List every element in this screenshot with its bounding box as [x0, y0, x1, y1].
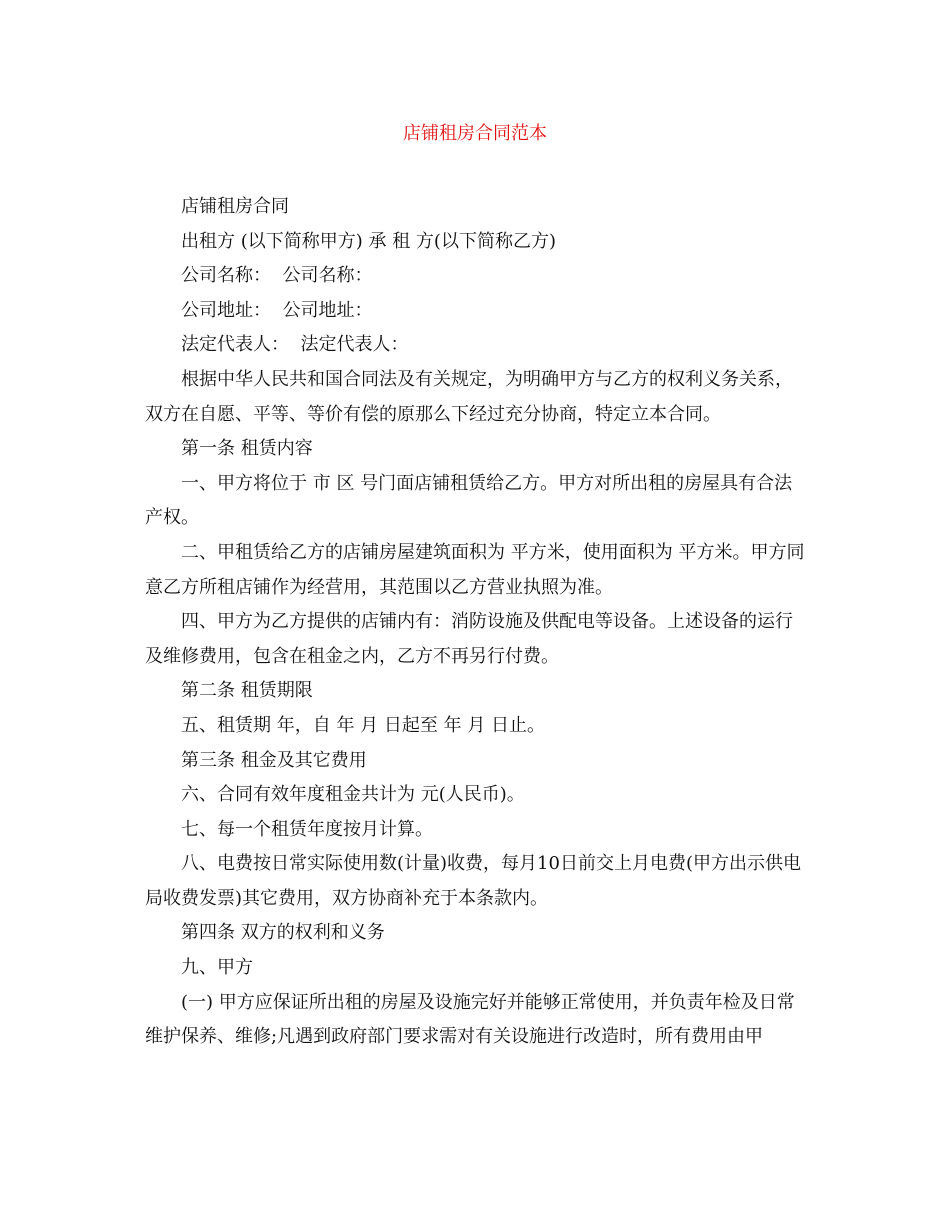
- document-body: [145, 190, 805, 1055]
- paragraph-company-address: 公司地址： 公司地址：: [181, 299, 373, 321]
- paragraph-clause-7: 七、每一个租赁年度按月计算。: [181, 818, 433, 840]
- paragraph-legal-representative: 法定代表人： 法定代表人：: [181, 334, 409, 356]
- paragraph-clause-4: 四、甲方为乙方提供的店铺内有：消防设施及供配电等设备。上述设备的运行及维修费用，包含在租金之内，乙方不再另行付费。: [145, 611, 793, 667]
- paragraph-article-3: 第三条 租金及其它费用: [181, 749, 367, 771]
- paragraph-clause-1: 一、甲方将位于 市 区 号门面店铺租赁给乙方。甲方对所出租的房屋具有合法产权。: [145, 472, 793, 529]
- paragraph-article-2: 第二条 租赁期限: [181, 680, 313, 702]
- paragraph-clause-9-1: (一) 甲方应保证所出租的房屋及设施完好并能够正常使用，并负责年检及日常维护保养、维修;凡遇到政府部门要求需对有关设施进行改造时，所有费用由甲: [145, 991, 795, 1048]
- paragraph-clause-5: 五、租赁期 年，自 年 月 日起至 年 月 日止。: [181, 714, 546, 736]
- paragraph-company-name: 公司名称： 公司名称：: [181, 265, 373, 287]
- document-title: 店铺租房合同范本: [403, 123, 547, 144]
- paragraph-article-1: 第一条 租赁内容: [181, 438, 313, 460]
- paragraph-clause-9: 九、甲方: [181, 957, 253, 979]
- paragraph-preamble: 根据中华人民共和国合同法及有关规定，为明确甲方与乙方的权利义务关系，双方在自愿、平等、等价有偿的原那么下经过充分协商，特定立本合同。: [145, 368, 793, 425]
- paragraph-clause-8: 八、电费按日常实际使用数(计量)收费，每月10日前交上月电费(甲方出示供电局收费发票)其它费用，双方协商补充于本条款内。: [145, 853, 801, 909]
- paragraph-parties: 出租方 (以下简称甲方) 承 租 方(以下简称乙方): [181, 230, 556, 252]
- paragraph-heading: 店铺租房合同: [181, 196, 289, 217]
- paragraph-article-4: 第四条 双方的权利和义务: [181, 922, 385, 944]
- paragraph-clause-2: 二、甲租赁给乙方的店铺房屋建筑面积为 平方米，使用面积为 平方米。甲方同意乙方所租店铺作为经营用，其范围以乙方营业执照为准。: [145, 541, 805, 598]
- paragraph-clause-6: 六、合同有效年度租金共计为 元(人民币)。: [181, 784, 525, 806]
